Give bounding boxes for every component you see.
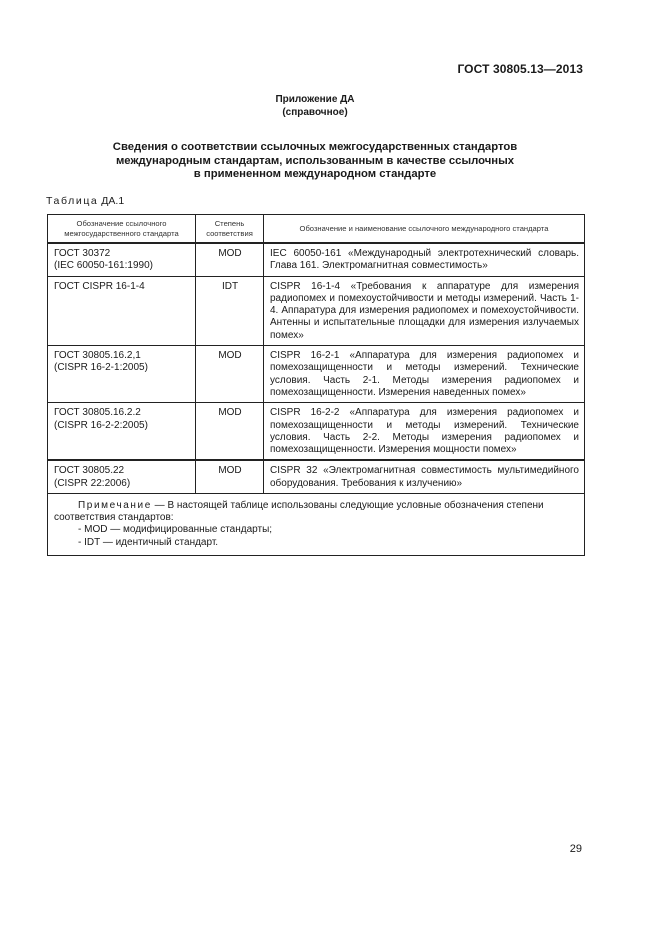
table-note — [48, 494, 585, 556]
degree-cell: MOD — [196, 403, 264, 461]
gost-intl-ref: (CISPR 22:2006) — [54, 477, 131, 489]
table-row — [48, 243, 585, 276]
intl-standard-cell: IEC 60050-161 «Международный электротехнический словарь. Глава 161. Электромагнитная совместимость» — [264, 243, 585, 276]
gost-designation: ГОСТ CISPR 16-1-4 — [54, 280, 145, 292]
gost-cell — [48, 460, 196, 493]
column-header-intl: Обозначение и наименование ссылочного международного стандарта — [264, 215, 585, 244]
heading-line-3: в примененном международном стандарте — [193, 168, 437, 181]
table-caption-id: ДА.1 — [101, 195, 125, 207]
table-note-row — [48, 494, 585, 556]
intl-standard-cell: CISPR 16-2-2 «Аппаратура для измерения радиопомех и помехозащищенности и методы измерений. Технические условия. Часть 2-2. Методы измерения радиопомех и помехозащищенности. Измерения мощности помех» — [264, 403, 585, 461]
gost-cell — [48, 403, 196, 461]
gost-cell — [48, 243, 196, 276]
gost-designation: ГОСТ 30805.16.2,1 — [54, 350, 141, 362]
degree-cell: MOD — [196, 460, 264, 493]
appendix-title: Приложение ДА — [275, 94, 355, 105]
intl-standard-cell: CISPR 32 «Электромагнитная совместимость мультимедийного оборудования. Требования к излучению» — [264, 460, 585, 493]
note-text: В настоящей таблице использованы следующие условные обозначения степени соответствия стандартов: — [54, 500, 544, 524]
intl-standard-cell: CISPR 16-1-4 «Требования к аппаратуре для измерения радиопомех и помехоустойчивости и методы измерений. Часть 1-4. Аппаратура для измерения радиопомех и помехоустойчивости. Антенны и испытательные площадки для измерения излучаемых помех» — [264, 276, 585, 345]
table-caption — [46, 195, 124, 207]
table-row — [48, 460, 585, 493]
document-code: ГОСТ 30805.13—2013 — [457, 62, 583, 76]
gost-designation: ГОСТ 30805.16.2.2 — [54, 407, 141, 419]
column-header-degree: Степень соответствия — [196, 215, 264, 244]
gost-intl-ref: (IEC 60050-161:1990) — [54, 260, 153, 272]
heading-line-1: Сведения о соответствии ссылочных межгосударственных стандартов — [112, 141, 518, 153]
note-item: - MOD — модифицированные стандарты; — [78, 524, 273, 536]
table-row — [48, 276, 585, 345]
appendix-subtitle: (справочное) — [282, 107, 348, 118]
gost-intl-ref: (CISPR 16-2-1:2005) — [54, 362, 148, 374]
gost-designation: ГОСТ 30805.22 — [54, 465, 125, 477]
page-number: 29 — [569, 843, 582, 855]
heading-line-2: международным стандартам, использованным в качестве ссылочных — [115, 154, 515, 167]
section-heading — [0, 141, 630, 182]
note-dash: — — [154, 500, 165, 512]
gost-cell — [48, 346, 196, 403]
table-header-row — [48, 215, 585, 244]
table-caption-word: Таблица — [46, 195, 99, 207]
gost-cell — [48, 276, 196, 345]
gost-designation: ГОСТ 30372 — [54, 248, 111, 259]
degree-cell: MOD — [196, 346, 264, 403]
gost-intl-ref: (CISPR 16-2-2:2005) — [54, 419, 148, 431]
table-row — [48, 403, 585, 461]
column-header-gost: Обозначение ссылочного межгосударственного стандарта — [48, 215, 196, 244]
table-row — [48, 346, 585, 403]
degree-cell: IDT — [196, 276, 264, 345]
note-item: - IDT — идентичный стандарт. — [78, 536, 219, 548]
appendix-title-block — [0, 93, 630, 119]
note-paragraph — [54, 500, 579, 524]
note-label: Примечание — [78, 500, 152, 512]
reference-table — [47, 214, 585, 556]
intl-standard-cell: CISPR 16-2-1 «Аппаратура для измерения радиопомех и помехозащищенности и методы измерений. Технические условия. Часть 2-1. Методы измерения радиопомех и помехозащищенности. Измерения наведенных помех» — [264, 346, 585, 403]
degree-cell: MOD — [196, 243, 264, 276]
